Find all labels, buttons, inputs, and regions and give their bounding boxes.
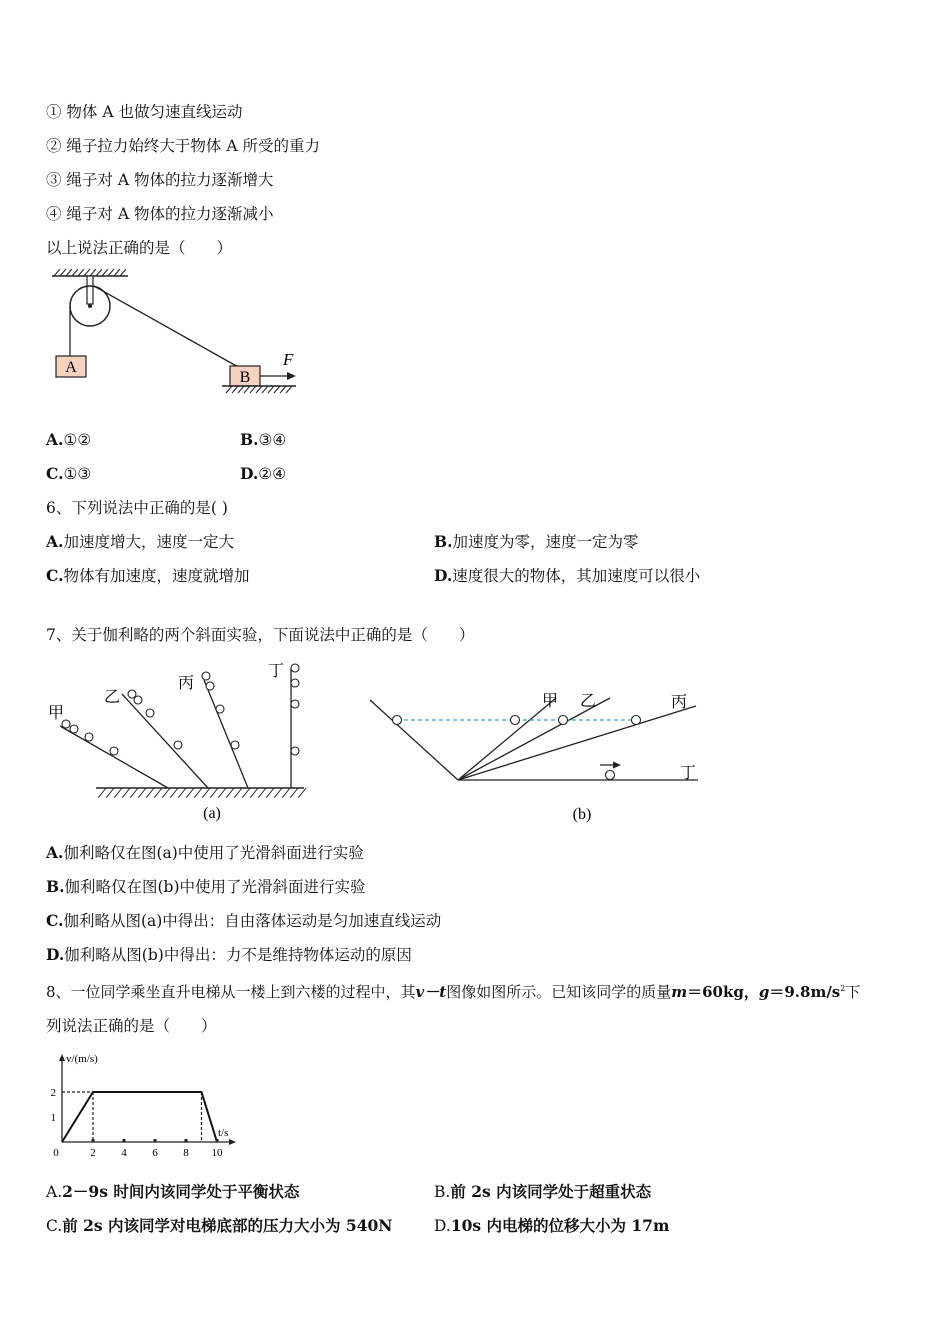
fig-b-label-jia: 甲 [542,693,559,710]
vt-x-tick-mark [185,1139,188,1142]
fig-a-label-bing: 丙 [178,675,195,692]
q8-option-b[interactable]: B.前 2s 内该同学处于超重状态 [434,1182,652,1201]
q8-stem-line1: 8、一位同学乘坐直升电梯从一楼上到六楼的过程中，其v－t图像如图所示。已知该同学的质量m＝60kg，$g=9.8m/s^2$下 [46,983,861,1001]
q5-statement-3: ③ 绳子对 A 物体的拉力逐渐增大 [46,171,274,189]
q7-option-d[interactable]: D.伽利略从图(b)中得出：力不是维持物体运动的原因 [46,945,412,964]
fig-a-label-ding: 丁 [268,663,285,680]
q8-option-c[interactable]: C.前 2s 内该同学对电梯底部的压力大小为 540N [46,1216,393,1235]
vt-x-tick-label: 10 [211,1147,223,1158]
q5-option-d[interactable]: D.②④ [240,464,287,483]
q6-option-a[interactable]: A.加速度增大，速度一定大 [46,532,234,551]
q6-option-d[interactable]: D.速度很大的物体，其加速度可以很小 [434,566,701,585]
fig-b-caption: (b) [572,806,592,823]
q6-option-b[interactable]: B.加速度为零，速度一定为零 [434,532,639,551]
q5-option-c[interactable]: C.①③ [46,464,92,483]
q7-option-c[interactable]: C.伽利略从图(a)中得出：自由落体运动是匀加速直线运动 [46,911,442,930]
fig-b-label-ding: 丁 [680,765,697,782]
fig-a-label-yi: 乙 [104,689,121,706]
q8-option-a[interactable]: A.2－9s 时间内该同学处于平衡状态 [46,1182,300,1201]
vt-x-tick-label: 4 [121,1147,127,1158]
pulley-figure [44,264,304,394]
q8-stem-line2: 列说法正确的是（ ） [46,1017,217,1035]
q6-option-c[interactable]: C.物体有加速度，速度就增加 [46,566,250,585]
vt-chart [44,1046,244,1158]
vt-x-tick-mark [92,1139,95,1142]
fig-a-label-jia: 甲 [48,705,65,722]
fig-b-label-yi: 乙 [580,693,597,710]
vt-xlabel: t/s [218,1127,229,1139]
q5-prompt: 以上说法正确的是（ ） [46,239,233,257]
q5-option-b[interactable]: B.③④ [240,430,287,449]
force-label: F [283,350,294,369]
q6-stem: 6、下列说法中正确的是( ) [46,499,228,517]
vt-x-tick-mark [154,1139,157,1142]
vt-series-line [62,1092,217,1142]
vt-origin-label: 0 [53,1147,59,1158]
incline-figure-b [366,682,706,828]
fig-a-caption: (a) [203,805,221,822]
vt-x-tick-mark [123,1139,126,1142]
q7-stem: 7、关于伽利略的两个斜面实验，下面说法中正确的是（ ） [46,626,475,644]
vt-y-tick-label: 2 [50,1087,56,1099]
q5-statement-1: ① 物体 A 也做匀速直线运动 [46,103,243,121]
block-a-label: A [65,359,77,376]
block-b-label: B [239,369,251,386]
q7-option-b[interactable]: B.伽利略仅在图(b)中使用了光滑斜面进行实验 [46,877,366,896]
q5-option-a[interactable]: A.①② [46,430,92,449]
q7-option-a[interactable]: A.伽利略仅在图(a)中使用了光滑斜面进行实验 [46,843,364,862]
vt-x-tick-label: 6 [152,1147,158,1158]
vt-ylabel: v/(m/s) [66,1053,98,1065]
vt-x-tick-label: 8 [183,1147,189,1158]
q8-option-d[interactable]: D.10s 内电梯的位移大小为 17m [434,1216,670,1235]
fig-b-label-bing: 丙 [671,694,688,711]
q5-statement-4: ④ 绳子对 A 物体的拉力逐渐减小 [46,205,274,223]
incline-figure-a [44,658,310,828]
vt-y-tick-label: 1 [50,1112,56,1124]
q5-statement-2: ② 绳子拉力始终大于物体 A 所受的重力 [46,137,320,155]
vt-x-tick-label: 2 [90,1147,96,1158]
vt-x-tick-mark [216,1139,219,1142]
